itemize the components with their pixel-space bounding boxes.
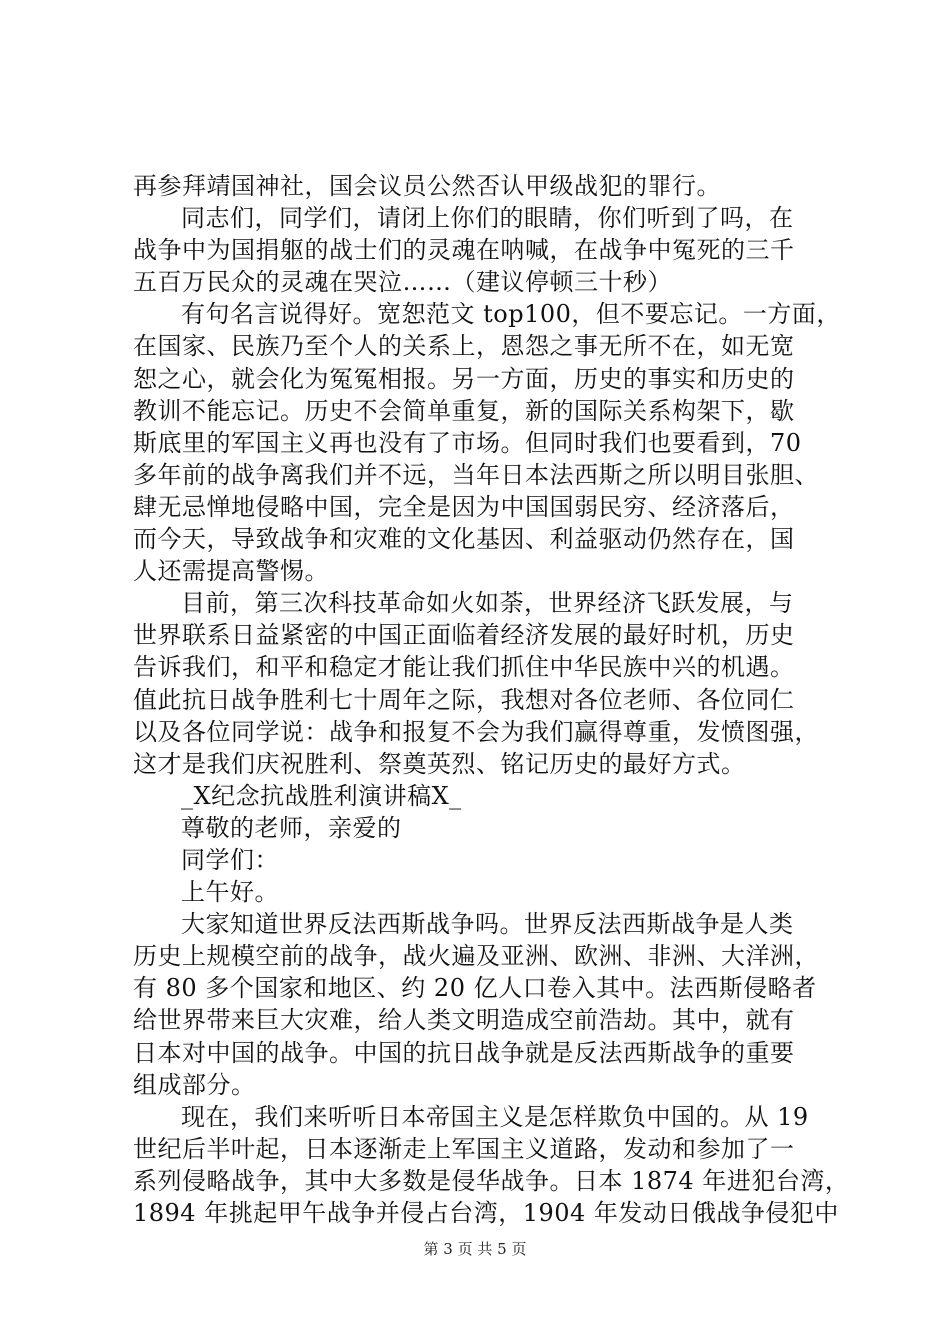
text-line: 组成部分。 [133, 1070, 256, 1099]
page-number: 第 3 页 共 5 页 [423, 1240, 527, 1258]
greeting: 上午好。 [181, 878, 279, 907]
text-line: 给世界带来巨大灾难，给人类文明造成空前浩劫。其中，就有 [133, 1006, 795, 1035]
text-line: 值此抗日战争胜利七十周年之际，我想对各位老师、各位同仁 [133, 685, 795, 714]
salutation: 同学们： [181, 845, 279, 874]
text-line: 历史上规模空前的战争，战火遍及亚洲、欧洲、非洲、大洋洲， [133, 942, 819, 971]
text-line: 有 80 多个国家和地区、约 20 亿人口卷入其中。法西斯侵略者 [133, 974, 817, 1003]
document-body [133, 170, 850, 1229]
salutation: 尊敬的老师，亲爱的 [181, 813, 402, 842]
text-line: 系列侵略战争，其中大多数是侵华战争。日本 1874 年进犯台湾， [133, 1166, 850, 1195]
text-line: 在国家、民族乃至个人的关系上，恩怨之事无所不在，如无宽 [133, 332, 795, 361]
text-line: 教训不能忘记。历史不会简单重复，新的国际关系构架下，歇 [133, 396, 795, 425]
text-line: 世纪后半叶起，日本逐渐走上军国主义道路，发动和参加了一 [133, 1134, 795, 1163]
text-line: 五百万民众的灵魂在哭泣……（建议停顿三十秒） [133, 268, 672, 297]
text-line: 大家知道世界反法西斯战争吗。世界反法西斯战争是人类 [181, 910, 794, 939]
text-line: 而今天，导致战争和灾难的文化基因、利益驱动仍然存在，国 [133, 525, 795, 554]
text-line: 战争中为国捐躯的战士们的灵魂在呐喊，在战争中冤死的三千 [133, 236, 795, 265]
text-line: 人还需提高警惕。 [133, 557, 329, 586]
section-title: _X纪念抗战胜利演讲稿X_ [181, 781, 462, 810]
text-line: 斯底里的军国主义再也没有了市场。但同时我们也要看到，70 [133, 428, 802, 457]
text-line: 目前，第三次科技革命如火如荼，世界经济飞跃发展，与 [181, 589, 794, 618]
text-line: 1894 年挑起甲午战争并侵占台湾，1904 年发动日俄战争侵犯中 [133, 1199, 839, 1227]
text-line: 以及各位同学说：战争和报复不会为我们赢得尊重，发愤图强， [133, 717, 819, 746]
text-line: 肆无忌惮地侵略中国，完全是因为中国国弱民穷、经济落后， [133, 492, 795, 521]
text-line: 恕之心，就会化为冤冤相报。另一方面，历史的事实和历史的 [133, 364, 795, 393]
text-line: 告诉我们，和平和稳定才能让我们抓住中华民族中兴的机遇。 [133, 653, 795, 682]
text-line: 多年前的战争离我们并不远，当年日本法西斯之所以明目张胆、 [133, 460, 819, 489]
text-line: 世界联系日益紧密的中国正面临着经济发展的最好时机，历史 [133, 621, 795, 650]
text-line: 现在，我们来听听日本帝国主义是怎样欺负中国的。从 19 [181, 1102, 809, 1131]
text-line: 这才是我们庆祝胜利、祭奠英烈、铭记历史的最好方式。 [133, 749, 746, 778]
text-line: 有句名言说得好。宽恕范文 top100，但不要忘记。一方面， [181, 300, 841, 329]
text-line: 同志们，同学们，请闭上你们的眼睛，你们听到了吗，在 [181, 204, 794, 233]
text-line: 日本对中国的战争。中国的抗日战争就是反法西斯战争的重要 [133, 1038, 795, 1067]
text-line: 再参拜靖国神社，国会议员公然否认甲级战犯的罪行。 [133, 172, 721, 200]
